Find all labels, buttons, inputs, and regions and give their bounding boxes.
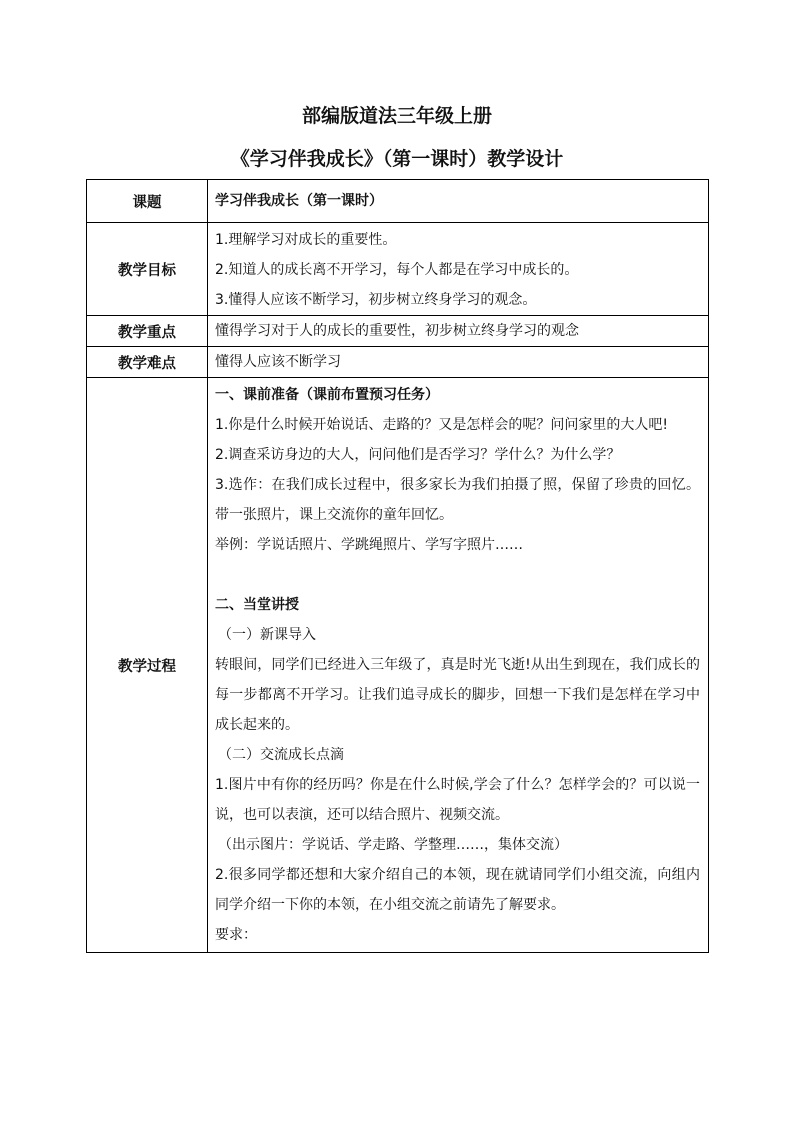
preparation-item: 2.调查采访身边的大人，问问他们是否学习？学什么？为什么学？ <box>215 447 621 463</box>
goal-item: 3.懂得人应该不断学习，初步树立终身学习的观念。 <box>215 292 537 308</box>
exchange-item: 2.很多同学都还想和大家介绍自己的本领，现在就请同学们小组交流，向组内同学介绍一下你的本领，在小组交流之前请先了解要求。 <box>215 867 700 913</box>
intro-paragraph: 转眼间，同学们已经进入三年级了，真是时光飞逝!从出生到现在，我们成长的每一步都离不开学习。让我们追寻成长的脚步，回想一下我们是怎样在学习中成长起来的。 <box>215 657 700 733</box>
table-row-topic <box>87 180 709 223</box>
difficulties-value: 懂得人应该不断学习 <box>215 354 341 370</box>
table-row-process <box>87 378 709 953</box>
subsection-heading: （一）新课导入 <box>218 627 316 643</box>
goal-item: 1.理解学习对成长的重要性。 <box>215 232 397 248</box>
subsection-heading: （二）交流成长点滴 <box>218 747 344 763</box>
goals-label: 教学目标 <box>87 223 208 316</box>
table-row-difficulties <box>87 347 709 378</box>
topic-value-cell <box>208 180 709 223</box>
topic-value: 学习伴我成长（第一课时） <box>215 193 383 209</box>
lesson-plan-table <box>86 179 709 953</box>
goals-content-cell <box>208 223 709 316</box>
process-content-cell <box>208 378 709 953</box>
preparation-example: 举例：学说话照片、学跳绳照片、学写字照片…… <box>215 537 523 553</box>
section-heading: 一、课前准备（课前布置预习任务） <box>215 387 439 403</box>
process-label: 教学过程 <box>87 378 208 953</box>
key-points-cell <box>208 316 709 347</box>
section-heading: 二、当堂讲授 <box>215 597 299 613</box>
goal-item: 2.知道人的成长离不开学习，每个人都是在学习中成长的。 <box>215 262 579 278</box>
preparation-item: 1.你是什么时候开始说话、走路的？又是怎样会的呢？问问家里的大人吧! <box>215 417 668 433</box>
requirements-label: 要求： <box>215 927 257 943</box>
blank-line <box>215 560 700 590</box>
difficulties-label: 教学难点 <box>87 347 208 378</box>
document-title: 部编版道法三年级上册 <box>301 105 492 127</box>
exchange-item: 1.图片中有你的经历吗？你是在什么时候,学会了什么？怎样学会的？可以说一说，也可以表演，还可以结合照片、视频交流。 <box>215 777 700 823</box>
table-row-key-points <box>87 316 709 347</box>
table-row-goals <box>87 223 709 316</box>
preparation-item: 3.选作：在我们成长过程中，很多家长为我们拍摄了照，保留了珍贵的回忆。带一张照片，课上交流你的童年回忆。 <box>215 477 700 523</box>
exchange-item: （出示图片：学说话、学走路、学整理……，集体交流） <box>218 837 568 853</box>
document-subtitle: 《学习伴我成长》（第一课时）教学设计 <box>230 148 564 170</box>
key-points-label: 教学重点 <box>87 316 208 347</box>
key-points-value: 懂得学习对于人的成长的重要性，初步树立终身学习的观念 <box>215 323 579 339</box>
topic-label: 课题 <box>87 180 208 223</box>
difficulties-cell <box>208 347 709 378</box>
